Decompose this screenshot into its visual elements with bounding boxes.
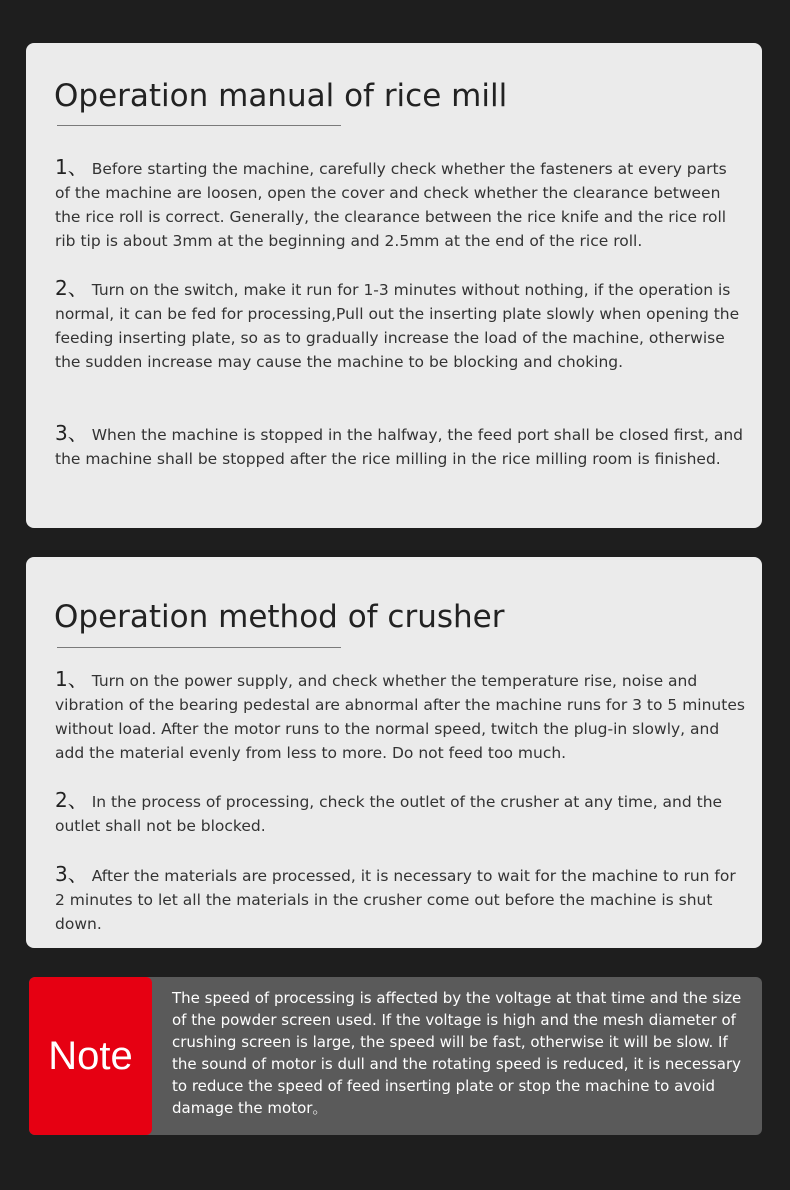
step-text: Before starting the machine, carefully check whether the fasteners at every parts of the machine are loosen, open the cover and check whether the clearance between the rice roll is correct. Generally, the clearance between the rice knife and the rice roll rib tip is about 3mm at the beginning and 2.5mm at the end of the rice roll. (55, 160, 727, 250)
step-number: 2、 (55, 276, 88, 300)
step-text: When the machine is stopped in the halfway, the feed port shall be closed first, and the machine shall be stopped after the rice milling in the rice milling room is finished. (55, 426, 744, 468)
step-text: After the materials are processed, it is necessary to wait for the machine to run for 2 minutes to let all the materials in the crusher come out before the machine is shut down. (55, 867, 736, 933)
rice-mill-card (26, 43, 762, 528)
crusher-title: Operation method of crusher (54, 599, 505, 635)
step-number: 1、 (55, 667, 88, 691)
rice-mill-title: Operation manual of rice mill (54, 78, 508, 114)
crusher-step-3 (55, 862, 745, 936)
note-badge (29, 977, 152, 1135)
step-text: In the process of processing, check the outlet of the crusher at any time, and the outlet shall not be blocked. (55, 793, 723, 835)
step-number: 3、 (55, 421, 88, 445)
crusher-title-underline (57, 647, 341, 648)
step-text: Turn on the power supply, and check whether the temperature rise, noise and vibration of the bearing pedestal are abnormal after the machine runs for 3 to 5 minutes without load. After the motor runs to the normal speed, twitch the plug-in slowly, and add the material evenly from less to more. Do not feed too much. (55, 672, 745, 762)
note-label: Note (48, 1033, 133, 1078)
step-number: 2、 (55, 788, 88, 812)
step-number: 3、 (55, 862, 88, 886)
crusher-card (26, 557, 762, 948)
crusher-step-2 (55, 788, 745, 838)
note-text: The speed of processing is affected by the voltage at that time and the size of the powder screen used. If the voltage is high and the mesh diameter of crushing screen is large, the speed will be fast, otherwise it will be slow. If the sound of motor is dull and the rotating speed is reduced, it is necessary to reduce the speed of feed inserting plate or stop the machine to avoid damage the motor。 (172, 989, 742, 1117)
rice-mill-step-3 (55, 421, 745, 471)
rice-mill-step-1 (55, 155, 745, 253)
note-panel (29, 977, 762, 1135)
step-number: 1、 (55, 155, 88, 179)
rice-mill-title-underline (57, 125, 341, 126)
step-text: Turn on the switch, make it run for 1-3 minutes without nothing, if the operation is normal, it can be fed for processing,Pull out the inserting plate slowly when opening the feeding inserting plate, so as to gradually increase the load of the machine, otherwise the sudden increase may cause the machine to be blocking and choking. (55, 281, 740, 371)
rice-mill-step-2 (55, 276, 745, 374)
crusher-step-1 (55, 667, 745, 765)
